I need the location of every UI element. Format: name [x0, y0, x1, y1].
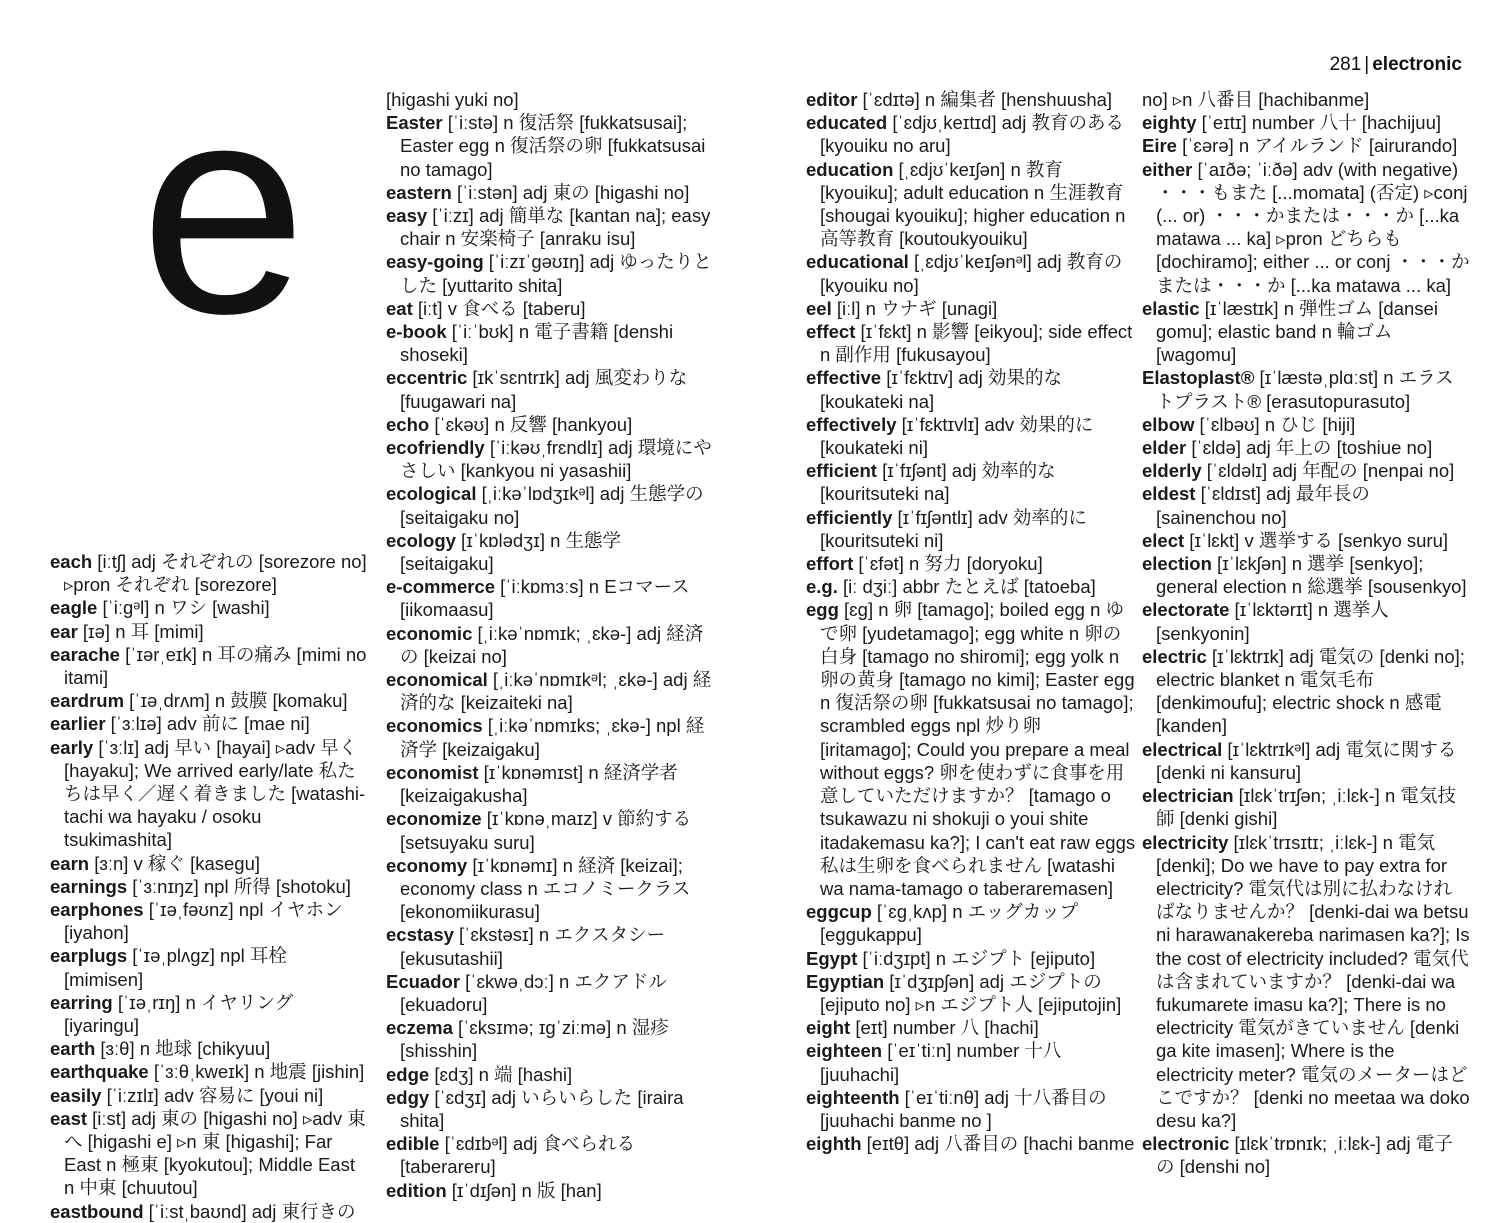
headword: elect [1142, 529, 1185, 551]
dictionary-entry [806, 297, 1136, 320]
dictionary-entry [50, 1084, 370, 1107]
headword: effective [806, 367, 882, 389]
entry-body: [ˈɪəˌdrʌm] n 鼓膜 [komaku] [124, 690, 348, 712]
entry-body: [ˈɛldə] adj 年上の [toshiue no] [1186, 437, 1433, 459]
entry-body: [ˈɜːlɪə] adv 前に [mae ni] [105, 713, 310, 735]
entry-body: [ˈɜːθˌkweɪk] n 地震 [jishin] [148, 1061, 365, 1083]
dictionary-entry [1142, 645, 1470, 738]
dictionary-entry [806, 900, 1136, 946]
dictionary-entry [1142, 134, 1470, 157]
headword: edible [386, 1133, 440, 1155]
headword: electorate [1142, 599, 1230, 621]
dictionary-entry [386, 714, 716, 760]
entry-body: [ɪˈlæstɪk] n 弾性ゴム [dansei gomu]; elastic band n 輪ゴム [wagomu] [1156, 297, 1438, 366]
dictionary-entry: no] ▹n 八番目 [hachibanme] [1142, 89, 1370, 110]
headword: electrical [1142, 738, 1223, 760]
entry-body: [ˈɛksɪmə; ɪgˈziːmə] n 湿疹 [shisshin] [400, 1017, 669, 1062]
entry-body: [ɪˈfɛktɪvlɪ] adv 効果的に [koukateki ni] [820, 413, 1094, 459]
dictionary-entry [386, 575, 716, 621]
headword: electrician [1142, 785, 1234, 807]
entry-body: [ɪˈfɛktɪv] adj 効果的な [koukateki na] [820, 367, 1063, 412]
headword: earn [50, 852, 90, 874]
dictionary-entry [806, 459, 1136, 505]
entry-body: [ˈɪəˌfəʊnz] npl イヤホン [iyahon] [64, 899, 343, 944]
entry-body: [ˈɛdjʊˌkeɪtɪd] adj 教育のある [kyouiku no aru] [820, 112, 1124, 157]
dictionary-entry: [higashi yuki no] [386, 89, 519, 110]
dictionary-entry [1142, 436, 1470, 459]
headword: earlier [50, 713, 106, 735]
entry-body: [ˈiːzɪlɪ] adv 容易に [youi ni] [101, 1084, 324, 1106]
entry-body: [ɪˈkɒnəˌmaɪz] v 節約する [setsuyaku suru] [400, 808, 692, 853]
headword: economic [386, 622, 473, 644]
dictionary-entry [806, 158, 1136, 251]
entry-body: [ˈiːkəʊˌfrɛndlɪ] adj 環境にやさしい [kankyou ni yasashii] [400, 437, 712, 482]
entry-body: [ɪˈlɛkʃən] n 選挙 [senkyo]; general election n 総選挙 [sousenkyo] [1156, 553, 1467, 598]
headword: echo [386, 413, 430, 435]
dictionary-entry [386, 181, 716, 204]
entry-body: [ˈɛldəlɪ] adj 年配の [nenpai no] [1201, 460, 1455, 482]
dictionary-entry [386, 761, 716, 807]
dictionary-entry [806, 413, 1136, 459]
headword: ear [50, 620, 78, 642]
dictionary-entry [386, 111, 716, 181]
dictionary-entry [806, 320, 1136, 366]
dictionary-entry [1142, 297, 1470, 367]
headword: e-commerce [386, 576, 496, 598]
dictionary-column-2 [386, 88, 716, 1202]
dictionary-entry [386, 482, 716, 528]
entry-body: [ˈiːzɪˈgəʊɪŋ] adj ゆったりとした [yuttarito shita] [400, 251, 712, 296]
dictionary-column-4 [1142, 88, 1470, 1179]
dictionary-entry [806, 1086, 1136, 1132]
headword: ecofriendly [386, 437, 485, 459]
entry-body: [ˌɛdjʊˈkeɪʃən] n 教育 [kyouiku]; adult education n 生涯教育 [shougai kyouiku]; higher education n 高等教育 [koutoukyouiku] [820, 158, 1126, 250]
dictionary-entry [386, 366, 716, 412]
dictionary-entry [1142, 529, 1470, 552]
dictionary-entry [386, 529, 716, 575]
dictionary-entry [1142, 413, 1470, 436]
entry-body: [ɜːθ] n 地球 [chikyuu] [95, 1038, 271, 1060]
dictionary-entry [1142, 111, 1470, 134]
headword: Egyptian [806, 970, 885, 992]
entry-body: [ˈɛfət] n 努力 [doryoku] [853, 553, 1043, 575]
dictionary-entry [1142, 459, 1470, 482]
entry-body: [eɪtθ] adj 八番目の [hachi banme [861, 1133, 1135, 1155]
headword: eccentric [386, 367, 468, 389]
entry-body: [iː dʒiː] abbr たとえば [tatoeba] [837, 576, 1096, 598]
entry-body: [ˈɛkstəsɪ] n エクスタシー [ekusutashii] [400, 924, 666, 969]
entry-body: [ˈaɪðə; ˈiːðə] adv (with negative) ・・・もまた [...momata] (否定) ▹conj (... or) ・・・かまたは・・・か [...ka matawa ... ka] ▹pron どちらも [dochiramo]; either ... or conj ・・・かまたは・・・か [...ka matawa ... ka] [1156, 158, 1470, 296]
dictionary-entry [50, 712, 370, 735]
entry-body: [ˈiːˈbʊk] n 電子書籍 [denshi shoseki] [400, 321, 674, 366]
dictionary-entry [386, 622, 716, 668]
headword: Easter [386, 112, 443, 134]
headword: efficiently [806, 506, 893, 528]
dictionary-entry [50, 1200, 370, 1223]
page-number: 281 [1329, 54, 1362, 75]
dictionary-entry [386, 250, 716, 296]
entry-body: [ɪˈkɒlədʒɪ] n 生態学 [seitaigaku] [400, 529, 622, 575]
entry-body: [ɪˈdʒɪpʃən] adj エジプトの [ejiputo no] ▹n エジプト人 [ejiputojin] [820, 970, 1122, 1015]
headword: edition [386, 1179, 447, 1201]
headword: economize [386, 808, 482, 830]
section-letter: e [140, 40, 307, 376]
entry-body: [ɪˈlɛktrɪkᵊl] adj 電気に関する [denki ni kansuru] [1156, 738, 1457, 783]
entry-body: [ˈeɪtɪ] number 八十 [hachijuu] [1196, 112, 1442, 134]
headword: early [50, 736, 94, 758]
entry-body: [ˈɛgˌkʌp] n エッグカップ [eggukappu] [820, 901, 1079, 946]
entry-body: [ˈeɪˈtiːnθ] adj 十八番目の [juuhachi banme no ] [820, 1086, 1107, 1131]
headword: eel [806, 297, 832, 319]
entry-body: [ɪˈlɛktrɪk] adj 電気の [denki no]; electric blanket n 電気毛布 [denkimoufu]; electric shock n 感電 [kanden] [1156, 645, 1465, 737]
headword: educational [806, 251, 909, 273]
dictionary-entry [386, 413, 716, 436]
dictionary-entry [806, 970, 1136, 1016]
entry-body: [ˈɛkəʊ] n 反響 [hankyou] [429, 413, 633, 435]
headword: easily [50, 1084, 102, 1106]
dictionary-entry [386, 297, 716, 320]
dictionary-entry [386, 923, 716, 969]
entry-body: [ˈɜːlɪ] adj 早い [hayai] ▹adv 早く [hayaku]; We arrived early/late 私たちは早く／遅く着きました [watashi-tachi wa hayaku / osoku tsukimashita] [64, 736, 366, 851]
dictionary-entry [50, 550, 370, 596]
dictionary-entry [806, 575, 1136, 598]
dictionary-entry [1142, 1132, 1470, 1178]
headword: eastern [386, 181, 452, 203]
dictionary-entry [806, 1016, 1136, 1039]
headword: eighth [806, 1133, 862, 1155]
dictionary-entry [806, 552, 1136, 575]
headword: earache [50, 643, 120, 665]
headword: edgy [386, 1086, 430, 1108]
headword: effort [806, 553, 854, 575]
dictionary-entry [386, 1016, 716, 1062]
entry-body: [ˈiːdʒɪpt] n エジプト [ejiputo] [857, 947, 1096, 969]
dictionary-entry [50, 596, 370, 619]
entry-body: [ɪˈfɪʃəntlɪ] adv 効率的に [kouritsuteki ni] [820, 506, 1087, 551]
dictionary-entry [386, 807, 716, 853]
headword: e-book [386, 321, 447, 343]
headword: electronic [1142, 1133, 1230, 1155]
dictionary-entry [1142, 158, 1470, 297]
dictionary-entry [806, 947, 1136, 970]
dictionary-entry [386, 320, 716, 366]
entry-body: [ɪˈlɛkt] v 選挙する [senkyo suru] [1184, 529, 1449, 551]
entry-body: [ˈiːstən] adj 東の [higashi no] [451, 181, 690, 203]
headword: Ecuador [386, 970, 461, 992]
headword: east [50, 1107, 88, 1129]
entry-body: [eɪt] number 八 [hachi] [850, 1017, 1039, 1039]
headword: ecstasy [386, 924, 454, 946]
entry-body: [ɛg] n 卵 [tamago]; boiled egg n ゆで卵 [yudetamago]; egg white n 卵の白身 [tamago no shiromi]; egg yolk n 卵の黄身 [tamago no kimi]; Easter egg n 復活祭の卵 [fukkatsusai no tamago]; scrambled eggs npl 炒り卵 [iritamago]; Could you prepare a meal without eggs? 卵を使わずに食事を用意していただけますか？ [tamago o tsukawazu ni shokuji o youi shite itadakemasu ka?]; I can't eat raw eggs 私は生卵を食べられません [watashi wa nama-tamago o taberaremasen] [820, 599, 1136, 899]
entry-body: [ɪˈkɒnəmɪst] n 経済学者 [keizaigakusha] [400, 761, 678, 807]
entry-body: [ˈɛdʒɪ] adj いらいらした [iraira shita] [400, 1086, 684, 1131]
dictionary-entry [386, 970, 716, 1016]
headword: eardrum [50, 690, 125, 712]
dictionary-entry [386, 1086, 716, 1132]
dictionary-entry [386, 436, 716, 482]
entry-body: [ˈɛdɪbᵊl] adj 食べられる [taberareru] [400, 1133, 636, 1178]
headword: either [1142, 158, 1193, 180]
headword: earphones [50, 899, 144, 921]
headword: easy [386, 205, 428, 227]
dictionary-entry [50, 1037, 370, 1060]
entry-body: [ɪˈfɛkt] n 影響 [eikyou]; side effect n 副作用 [fukusayou] [820, 321, 1133, 366]
entry-body: [ɪə] n 耳 [mimi] [77, 620, 204, 642]
headword: eggcup [806, 901, 872, 923]
dictionary-entry [50, 1060, 370, 1083]
entry-body: [ɪˈlæstəˌplɑːst] n エラストプラスト® [erasutopurasuto] [1156, 367, 1454, 412]
headword: eagle [50, 597, 98, 619]
headword: effect [806, 321, 856, 343]
header-separator: | [1364, 54, 1370, 75]
dictionary-entry [806, 111, 1136, 157]
headword: ecology [386, 529, 456, 551]
entry-body: [ɪlɛkˈtrɪsɪtɪ; ˌiːlɛk-] n 電気 [denki]; Do we have to pay extra for electricity? 電気代は別に払わなければなりませんか？ [denki-dai wa betsu ni harawanakereba narimasen ka?]; Is the cost of electricity included? 電気代は含まれていますか？ [denki-dai wa fukumarete imasu ka?]; There is no electricity 電気がきていません [denki ga kite imasen]; Where is the electricity meter? 電気のメーターはどこですか？ [denki no meetaa wa doko desu ka?] [1156, 831, 1470, 1131]
headword: eldest [1142, 483, 1196, 505]
entry-body: [ˌɛdjʊˈkeɪʃənᵊl] adj 教育の [kyouiku no] [820, 251, 1123, 296]
header-guide-word: electronic [1372, 54, 1462, 75]
dictionary-entry [386, 1132, 716, 1178]
entry-body: [ˈɪərˌeɪk] n 耳の痛み [mimi no itami] [64, 643, 367, 689]
dictionary-entry [50, 689, 370, 712]
headword: educated [806, 112, 888, 134]
headword: e.g. [806, 576, 838, 598]
headword: elder [1142, 437, 1187, 459]
dictionary-entry [50, 1107, 370, 1200]
entry-body: [ɪlɛkˈtrɒnɪk; ˌiːlɛk-] adj 電子の [denshi no] [1156, 1133, 1453, 1178]
headword: eczema [386, 1017, 453, 1039]
dictionary-entry [50, 875, 370, 898]
dictionary-entry [50, 643, 370, 689]
headword: earth [50, 1038, 96, 1060]
dictionary-entry [806, 366, 1136, 412]
entry-body: [ɜːn] v 稼ぐ [kasegu] [89, 852, 261, 874]
dictionary-entry [806, 598, 1136, 900]
dictionary-entry [386, 204, 716, 250]
headword: education [806, 158, 894, 180]
headword: eighteen [806, 1040, 883, 1062]
entry-body: [ɪkˈsɛntrɪk] adj 風変わりな [fuugawari na] [400, 367, 688, 412]
dictionary-entry [386, 1063, 716, 1086]
entry-body: [ɪˈkɒnəmɪ] n 経済 [keizai]; economy class n エコノミークラス [ekonomiikurasu] [400, 854, 691, 923]
headword: editor [806, 89, 858, 110]
dictionary-entry [50, 898, 370, 944]
headword: effectively [806, 413, 897, 435]
entry-body: [ɪlɛkˈtrɪʃən; ˌiːlɛk-] n 電気技師 [denki gishi] [1156, 785, 1456, 830]
headword: Eire [1142, 135, 1177, 157]
entry-body: [ˈiːstə] n 復活祭 [fukkatsusai]; Easter egg n 復活祭の卵 [fukkatsusai no tamago] [400, 112, 706, 180]
headword: ecological [386, 483, 477, 505]
entry-body: [ˈɛkwəˌdɔː] n エクアドル [ekuadoru] [400, 970, 667, 1015]
headword: economist [386, 761, 479, 783]
headword: Egypt [806, 947, 858, 969]
dictionary-entry [1142, 738, 1470, 784]
dictionary-entry [50, 736, 370, 852]
headword: eight [806, 1017, 851, 1039]
headword: earring [50, 991, 113, 1013]
dictionary-entry [806, 1039, 1136, 1085]
dictionary-entry [386, 668, 716, 714]
entry-body: [ˈɪəˌrɪŋ] n イヤリング [iyaringu] [64, 991, 294, 1037]
headword: eat [386, 297, 413, 319]
headword: economical [386, 669, 488, 691]
dictionary-column-1 [50, 550, 370, 1223]
entry-body: [iːl] n ウナギ [unagi] [831, 297, 998, 319]
dictionary-entry [1142, 366, 1470, 412]
headword: easy-going [386, 251, 484, 273]
headword: each [50, 551, 93, 572]
entry-body: [iːst] adj 東の [higashi no] ▹adv 東へ [higashi e] ▹n 東 [higashi]; Far East n 極東 [kyokutou]; Middle East n 中東 [chuutou] [64, 1107, 366, 1199]
entry-body: [ˈɛlbəʊ] n ひじ [hiji] [1194, 413, 1356, 435]
entry-body: [ˈiːkɒmɜːs] n Eコマース [iikomaasu] [400, 576, 690, 621]
entry-body: [ˈiːgᵊl] n ワシ [washi] [97, 597, 270, 619]
entry-body: [ˈɛdɪtə] n 編集者 [henshuusha] [857, 89, 1113, 110]
entry-body: [ɪˈdɪʃən] n 版 [han] [446, 1179, 602, 1201]
headword: eastbound [50, 1200, 144, 1222]
dictionary-entry [1142, 831, 1470, 1133]
dictionary-entry [1142, 784, 1470, 830]
headword: efficient [806, 460, 877, 482]
entry-body: [ɪˈlɛktərɪt] n 選挙人 [senkyonin] [1156, 599, 1389, 644]
headword: egg [806, 599, 839, 621]
entry-body: [ˈɪəˌplʌgz] npl 耳栓 [mimisen] [64, 945, 287, 990]
entry-body: [ˌiːkəˈnɒmɪkᵊl; ˌɛkə-] adj 経済的な [keizaiteki na] [400, 669, 712, 714]
entry-body: [ˈiːstˌbaʊnd] adj 東行きの [143, 1200, 356, 1222]
dictionary-entry [806, 88, 1136, 111]
entry-body: [ˌiːkəˈlɒdʒɪkᵊl] adj 生態学の [seitaigaku no] [400, 483, 704, 528]
entry-body: [ˈɜːnɪŋz] npl 所得 [shotoku] [127, 875, 351, 897]
headword: Elastoplast® [1142, 367, 1255, 389]
dictionary-entry [806, 506, 1136, 552]
headword: eighty [1142, 112, 1197, 134]
dictionary-entry [806, 1132, 1136, 1155]
dictionary-entry [1142, 482, 1470, 528]
headword: edge [386, 1063, 430, 1085]
dictionary-entry [1142, 598, 1470, 644]
headword: earplugs [50, 945, 128, 967]
entry-body: [ˌiːkəˈnɒmɪk; ˌɛkə-] adj 経済の [keizai no] [400, 622, 704, 667]
dictionary-entry [50, 852, 370, 875]
headword: electric [1142, 645, 1207, 667]
entry-body: [ˈiːzɪ] adj 簡単な [kantan na]; easy chair n 安楽椅子 [anraku isu] [400, 205, 711, 250]
dictionary-entry [50, 991, 370, 1037]
headword: elbow [1142, 413, 1195, 435]
dictionary-column-3 [806, 88, 1136, 1155]
headword: earnings [50, 875, 128, 897]
entry-body: [ɪˈfɪʃənt] adj 効率的な [kouritsuteki na] [820, 460, 1056, 505]
headword: electricity [1142, 831, 1229, 853]
headword: eighteenth [806, 1086, 900, 1108]
entry-body: [ˈeɪˈtiːn] number 十八 [juuhachi] [820, 1040, 1062, 1085]
headword: earthquake [50, 1061, 149, 1083]
dictionary-entry [806, 250, 1136, 296]
dictionary-entry [50, 944, 370, 990]
dictionary-entry [386, 1179, 716, 1202]
entry-body: [ˌiːkəˈnɒmɪks; ˌɛkə-] npl 経済学 [keizaigaku] [400, 715, 705, 760]
headword: election [1142, 553, 1212, 575]
headword: elastic [1142, 297, 1200, 319]
dictionary-entry [386, 854, 716, 924]
entry-body: [iːt] v 食べる [taberu] [412, 297, 586, 319]
dictionary-entry [50, 620, 370, 643]
headword: elderly [1142, 460, 1202, 482]
entry-body: [iːtʃ] adj それぞれの [sorezore no] ▹pron それぞれ [sorezore] [64, 551, 367, 596]
dictionary-entry [1142, 552, 1470, 598]
page-header [1330, 54, 1462, 76]
entry-body: [ˈɛldɪst] adj 最年長の [sainenchou no] [1156, 483, 1370, 528]
headword: economy [386, 854, 468, 876]
headword: economics [386, 715, 483, 737]
entry-body: [ˈɛərə] n アイルランド [airurando] [1176, 135, 1458, 157]
entry-body: [ɛdʒ] n 端 [hashi] [429, 1063, 573, 1085]
